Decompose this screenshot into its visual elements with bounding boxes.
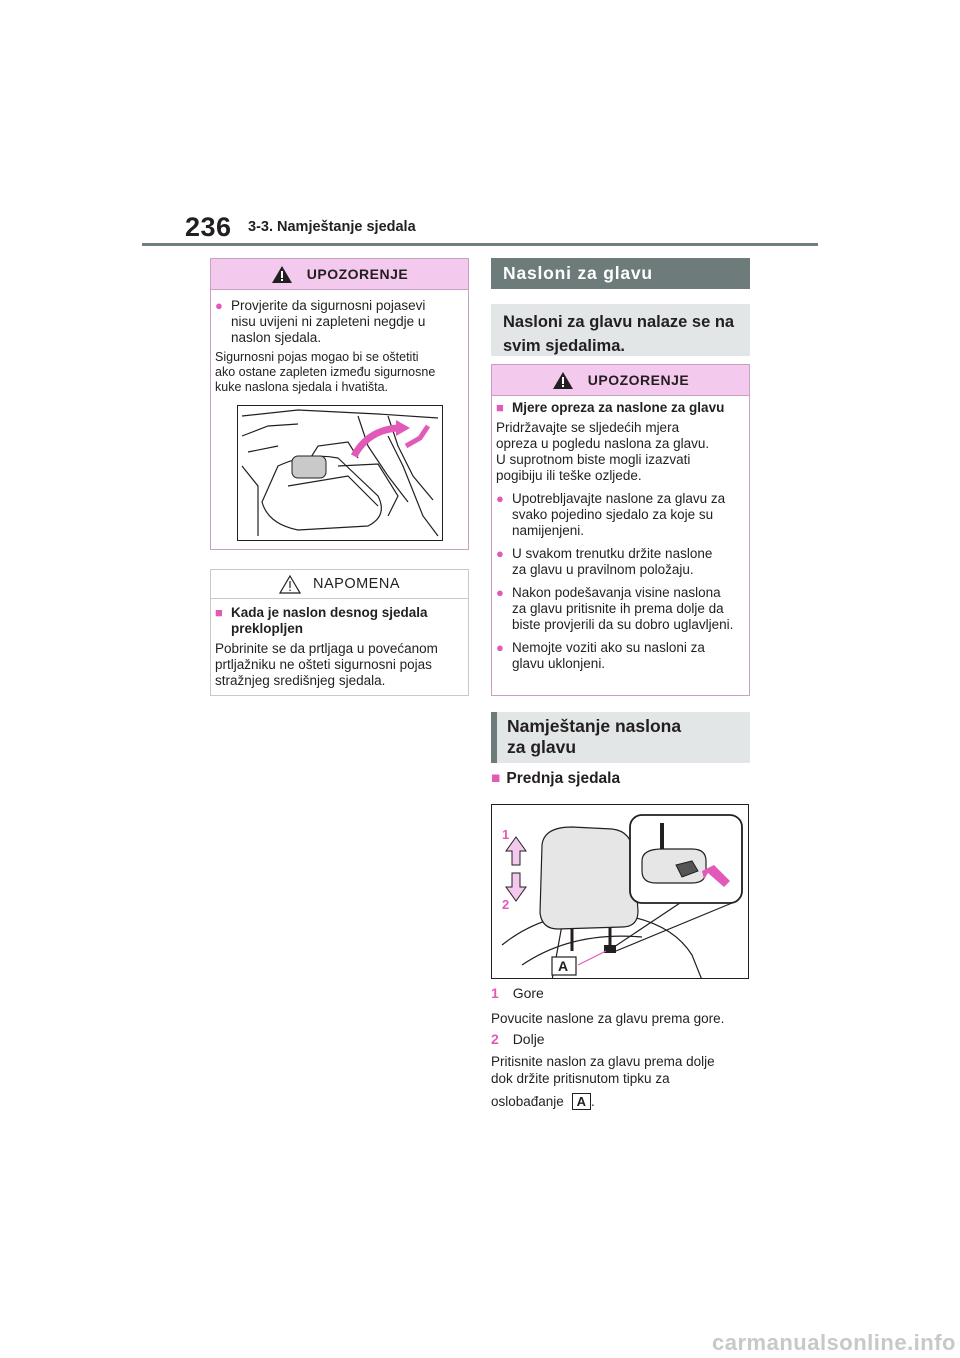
text-line: kuke naslona sjedala i hvatišta. — [215, 380, 389, 394]
note-heading — [215, 605, 464, 637]
front-seats-heading — [491, 770, 620, 788]
step-1-text: Povucite naslone za glavu prema gore. — [491, 1011, 725, 1026]
text-line: Pridržavajte se sljedećih mjera — [496, 420, 680, 435]
warning-paragraph — [496, 420, 745, 484]
text-line: opreza u pogledu naslona za glavu. — [496, 436, 710, 451]
figure-label-a: A — [558, 958, 569, 974]
text-line: za glavu u pravilnom položaju. — [512, 562, 694, 577]
bullet-dot-icon: ● — [496, 491, 504, 506]
intro-box — [491, 304, 750, 356]
caution-triangle-icon — [279, 575, 301, 594]
intro-line: svim sjedalima. — [503, 337, 625, 355]
warning-header — [492, 365, 749, 396]
text-line: Upotrebljavajte naslone za glavu za — [512, 491, 726, 506]
text-line: za glavu pritisnite ih prema dolje da — [512, 601, 724, 616]
bullet-dot-icon: ● — [496, 640, 504, 655]
warning-bullet — [215, 298, 464, 346]
figure-label-2: 2 — [502, 897, 510, 912]
release-key-label: A — [572, 1093, 591, 1110]
step-number: 2 — [491, 1031, 499, 1047]
text-line: svako pojedino sjedalo za koje su — [512, 507, 714, 522]
warning-bullet — [496, 585, 745, 633]
step-1 — [491, 984, 544, 1002]
warning-triangle-icon — [271, 265, 293, 284]
section-title: 3-3. Namještanje sjedala — [248, 219, 416, 235]
adjust-headrest-band — [491, 712, 750, 763]
headrests-band: Nasloni za glavu — [491, 258, 750, 289]
step-2 — [491, 1030, 545, 1048]
left-note-box — [210, 569, 469, 696]
text-line: ako ostane zapleten između sigurnosne — [215, 365, 436, 379]
text-line: Kada je naslon desnog sjedala — [231, 605, 428, 620]
page-number: 236 — [185, 212, 232, 242]
text-line: Mjere opreza za naslone za glavu — [512, 400, 725, 415]
bullet-dot-icon: ● — [496, 585, 504, 600]
seat-drawing — [238, 406, 443, 541]
footer-watermark: carmanualsonline.info — [712, 1330, 956, 1355]
warning-title: UPOZORENJE — [587, 372, 690, 388]
warning-bullet — [496, 640, 745, 672]
header-rule — [142, 243, 818, 246]
text-line: U svakom trenutku držite naslone — [512, 546, 713, 561]
text-line: nisu uvijeni ni zapleteni negdje u — [231, 314, 426, 329]
text-line: pogibiju ili teške ozljede. — [496, 468, 642, 483]
step-number: 1 — [491, 985, 499, 1001]
left-warning-box — [210, 258, 469, 550]
text-line: Pritisnite naslon za glavu prema dolje — [491, 1054, 715, 1069]
note-title: NAPOMENA — [313, 576, 400, 592]
text-line — [491, 1093, 715, 1110]
heading-text: Prednja sjedala — [506, 770, 621, 787]
text-line: glavu uklonjeni. — [512, 656, 606, 671]
square-bullet-icon: ■ — [491, 770, 501, 787]
headrest-drawing — [492, 805, 749, 979]
warning-bullet — [496, 546, 745, 578]
text-line: naslon sjedala. — [231, 330, 322, 345]
text-line: Provjerite da sigurnosni pojasevi — [231, 298, 426, 313]
text-span: . — [590, 1094, 595, 1109]
warning-header — [211, 259, 468, 290]
text-line: Pobrinite se da prtljaga u povećanom — [215, 641, 438, 656]
warning-paragraph — [215, 350, 464, 395]
text-span: oslobađanje — [491, 1094, 564, 1109]
headrest-illustration — [491, 804, 749, 979]
note-paragraph — [215, 641, 464, 689]
text-line: U suprotnom biste mogli izazvati — [496, 452, 691, 467]
text-line: stražnjeg središnjeg sjedala. — [215, 673, 386, 688]
warning-heading — [496, 400, 745, 416]
bullet-dot-icon: ● — [215, 298, 223, 313]
square-bullet-icon: ■ — [215, 605, 223, 620]
text-line: Sigurnosni pojas mogao bi se oštetiti — [215, 350, 419, 364]
text-line: namijenjeni. — [512, 523, 585, 538]
bullet-dot-icon: ● — [496, 546, 504, 561]
band-line: za glavu — [507, 737, 577, 757]
warning-bullet — [496, 491, 745, 539]
warning-title: UPOZORENJE — [306, 266, 409, 282]
text-line: Nemojte voziti ako su nasloni za — [512, 640, 705, 655]
step-title: Gore — [512, 985, 544, 1001]
right-warning-box — [491, 364, 750, 696]
note-header — [211, 570, 468, 599]
text-line: prtljažniku ne ošteti sigurnosni pojas — [215, 657, 432, 672]
band-line: Namještanje naslona — [507, 716, 682, 736]
text-line: preklopljen — [231, 621, 304, 636]
intro-line: Nasloni za glavu nalaze se na — [503, 313, 735, 331]
figure-label-1: 1 — [502, 827, 510, 842]
square-bullet-icon: ■ — [496, 400, 504, 415]
seatbelt-illustration — [237, 405, 443, 541]
text-line: biste provjerili da su dobro uglavljeni. — [512, 617, 734, 632]
text-line: Nakon podešavanja visine naslona — [512, 585, 721, 600]
step-title: Dolje — [512, 1031, 545, 1047]
text-line: dok držite pritisnutom tipku za — [491, 1071, 670, 1086]
step-2-text — [491, 1053, 715, 1110]
warning-triangle-icon — [552, 371, 574, 390]
